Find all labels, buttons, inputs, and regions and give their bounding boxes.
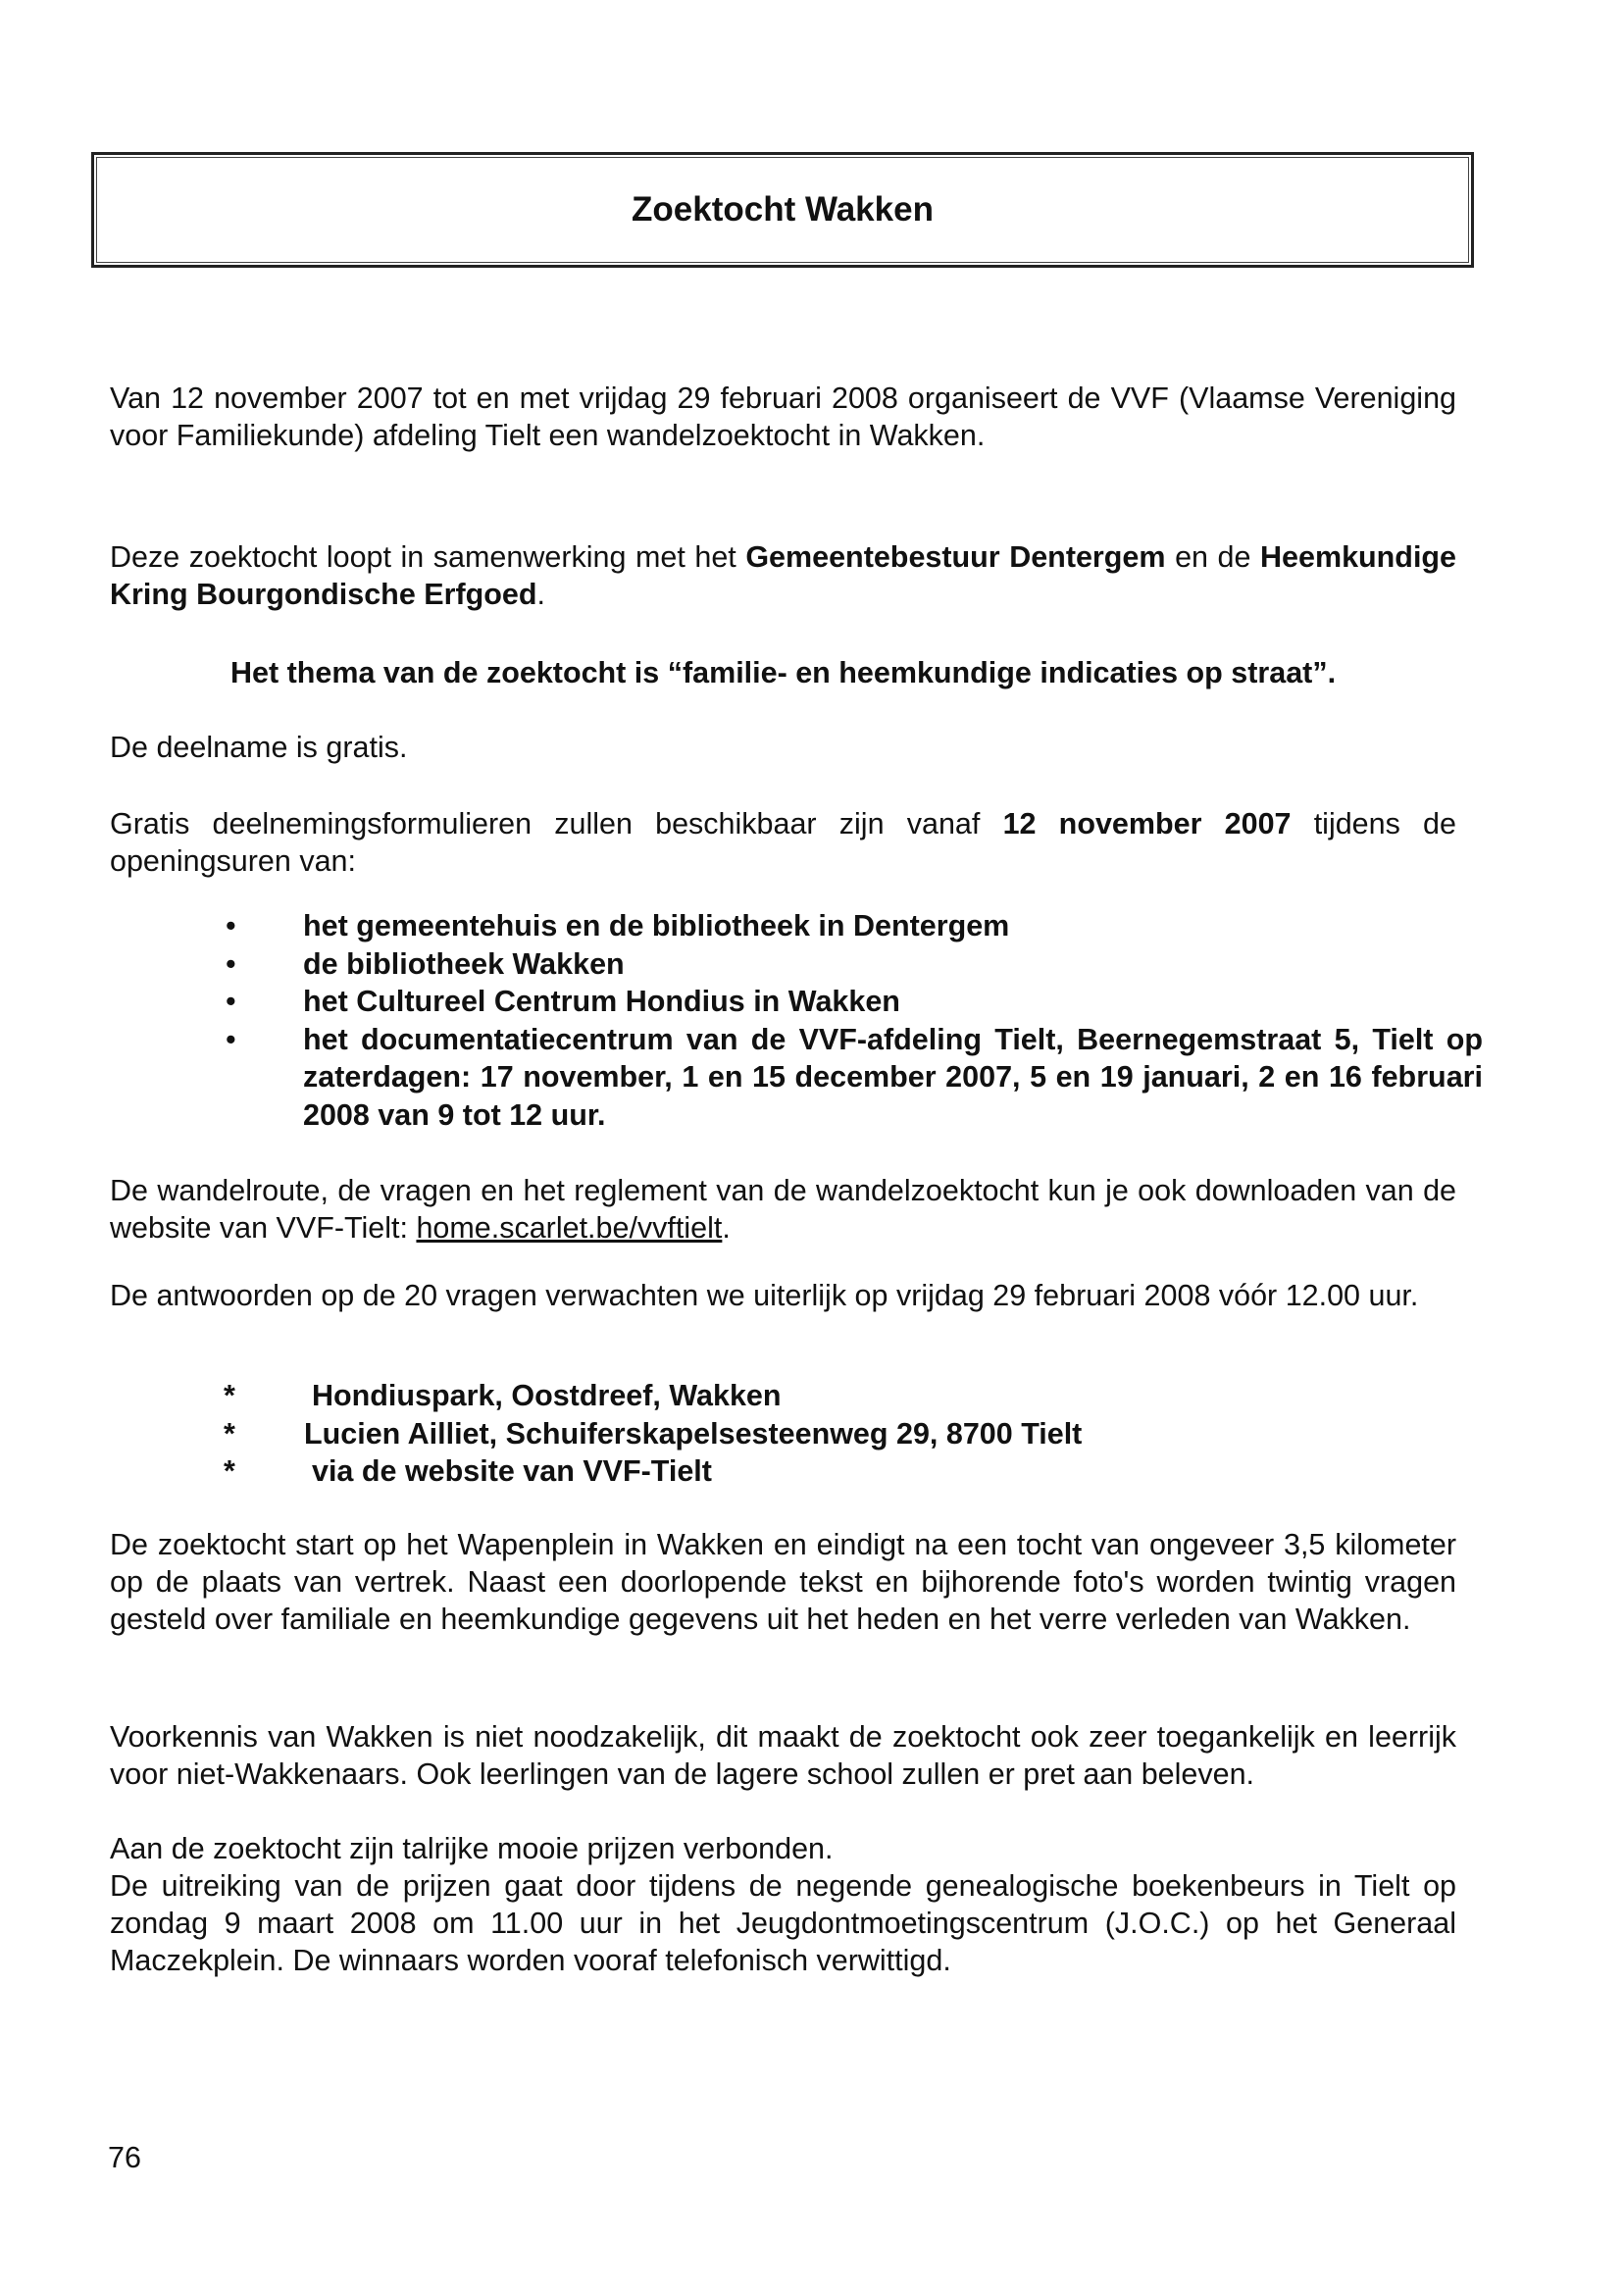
forms-paragraph: Gratis deelnemingsformulieren zullen beschikbaar zijn vanaf 12 november 2007 tijdens de openingsuren van: (110, 807, 1456, 878)
list-item: • de bibliotheek Wakken (110, 945, 1483, 984)
route-paragraph: De zoektocht start op het Wapenplein in Wakken en eindigt na een tocht van ongeveer 3,5 kilometer op de plaats van vertrek. Naast een doorlopende tekst en bijhorende foto's worden twintig vragen gesteld over familiale en heemkundige gegevens uit het heden en het verre verleden van Wakken. (110, 1528, 1456, 1636)
cooperation-paragraph: Deze zoektocht loopt in samenwerking met het Gemeentebestuur Dentergem en de Heemkundige Kring Bourgondische Erfgoed. (110, 540, 1457, 611)
award-ceremony-paragraph: De uitreiking van de prijzen gaat door tijdens de negende genealogische boekenbeurs in Tielt op zondag 9 maart 2008 om 11.00 uur in het Jeugdontmoetingscentrum (J.O.C.) op het Generaal Maczekplein. De winnaars worden vooraf telefonisch verwittigd. (110, 1869, 1456, 1977)
list-item: • het documentatiecentrum van de VVF-afdeling Tielt, Beernegemstraat 5, Tielt op zaterdagen: 17 november, 1 en 15 december 2007, 5 en 19 januari, 2 en 16 februari 2008 van 9 tot 12 uur. (226, 1022, 1483, 1132)
theme-statement: Het thema van de zoektocht is “familie- en heemkundige indicaties op straat”. (229, 656, 1337, 689)
list-item: * Lucien Ailliet, Schuiferskapelsesteenweg 29, 8700 Tielt (110, 1415, 1483, 1453)
deadline-paragraph: De antwoorden op de 20 vragen verwachten we uiterlijk op vrijdag 29 februari 2008 vóór 12.00 uur. (110, 1279, 1419, 1312)
answer-places-list (110, 1377, 1483, 1491)
prior-knowledge-paragraph: Voorkennis van Wakken is niet noodzakelijk, dit maakt de zoektocht ook zeer toegankelijk en leerrijk voor niet-Wakkenaars. Ook leerlingen van de lagere school zullen er pret aan beleven. (110, 1720, 1456, 1791)
bullet-icon: • (226, 946, 236, 981)
bullet-icon: • (226, 1022, 236, 1056)
asterisk-icon: * (224, 1379, 235, 1412)
list-item: * via de website van VVF-Tielt (110, 1452, 1483, 1491)
asterisk-icon: * (224, 1454, 235, 1488)
partner-heritage-circle: Heemkundige Kring Bourgondische Erfgoed (110, 540, 1457, 611)
title-box (91, 152, 1474, 268)
list-item: • het gemeentehuis en de bibliotheek in Dentergem (110, 907, 1483, 945)
locations-list (110, 907, 1483, 1134)
list-item: * Hondiuspark, Oostdreef, Wakken (110, 1377, 1483, 1415)
page-title: Zoektocht Wakken (632, 190, 934, 229)
download-paragraph: De wandelroute, de vragen en het reglement van de wandelzoektocht kun je ook downloaden van de website van VVF-Tielt: home.scarlet.be/vvftielt. (110, 1174, 1456, 1245)
list-item: • het Cultureel Centrum Hondius in Wakken (110, 983, 1483, 1021)
forms-date: 12 november 2007 (1002, 807, 1292, 840)
bullet-icon: • (226, 909, 236, 942)
free-participation: De deelname is gratis. (110, 731, 408, 764)
asterisk-icon: * (224, 1416, 235, 1451)
intro-paragraph: Van 12 november 2007 tot en met vrijdag 29 februari 2008 organiseert de VVF (Vlaamse Vereniging voor Familiekunde) afdeling Tielt een wandelzoektocht in Wakken. (110, 382, 1456, 452)
website-link[interactable]: home.scarlet.be/vvftielt (416, 1211, 723, 1245)
prizes-paragraph: Aan de zoektocht zijn talrijke mooie prijzen verbonden. (110, 1832, 834, 1865)
partner-municipality: Gemeentebestuur Dentergem (745, 540, 1166, 574)
bullet-icon: • (226, 985, 236, 1018)
page-number: 76 (108, 2141, 141, 2174)
